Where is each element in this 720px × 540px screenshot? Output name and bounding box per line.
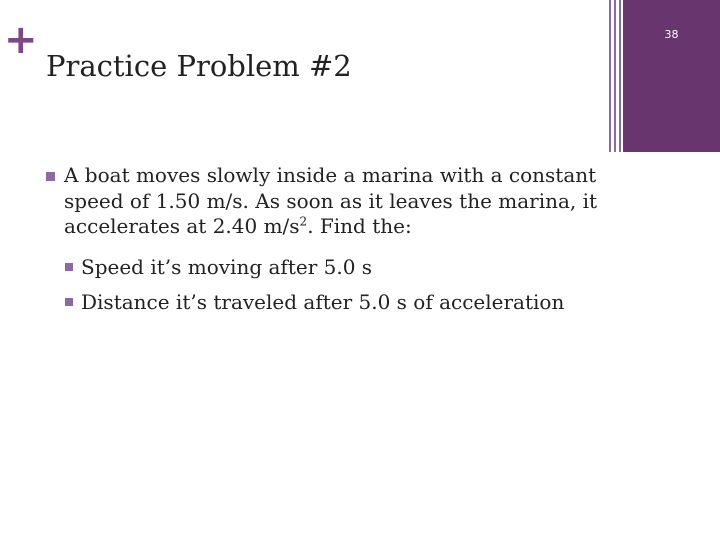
slide-number: 38: [664, 28, 679, 41]
problem-text-end: . Find the:: [307, 214, 412, 238]
bullet-square-icon: [65, 298, 73, 306]
sub-bullet-distance: [65, 290, 564, 315]
problem-text: [46, 163, 606, 240]
main-bullet: [46, 163, 606, 240]
plus-icon: +: [4, 17, 38, 63]
slide-title: Practice Problem #2: [46, 49, 352, 83]
sub-bullet-speed: [65, 255, 372, 280]
sub-bullet-text: Distance it’s traveled after 5.0 s of acceleration: [81, 290, 565, 314]
exponent: 2: [299, 214, 308, 229]
problem-text-main: A boat moves slowly inside a marina with a constant speed of 1.50 m/s. As soon as it leaves the marina, it accelerates at 2.40 m/s: [64, 163, 598, 238]
bullet-square-icon: [46, 172, 55, 181]
corner-panel: [623, 0, 720, 152]
bullet-square-icon: [65, 263, 73, 271]
sub-bullet-text: Speed it’s moving after 5.0 s: [81, 255, 373, 279]
decorative-lines: [609, 0, 621, 152]
